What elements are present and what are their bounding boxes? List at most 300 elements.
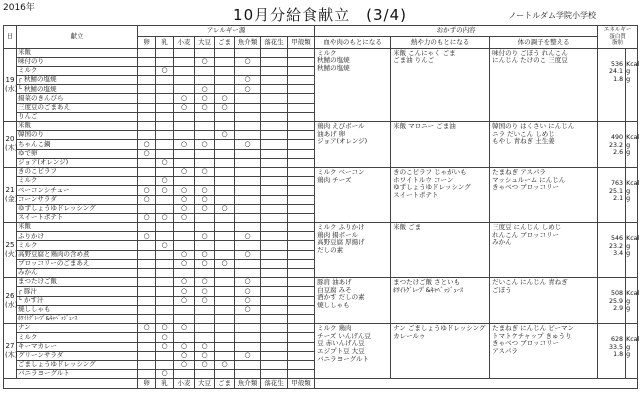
menu-item: 韓国のり [17, 131, 138, 140]
allergen-mark [195, 177, 215, 186]
menu-item: スイートポテト [17, 213, 138, 222]
allergen-mark [235, 259, 261, 268]
allergen-mark [288, 342, 315, 351]
allergen-mark [261, 149, 288, 158]
yellow-foods: きのこピラフ じゃがいも ホワイトルウ コーン ゆずしょうゆドレッシング スイートポテト [391, 167, 490, 222]
allergen-mark [174, 314, 195, 323]
table-footer [4, 379, 638, 389]
allergen-mark [215, 57, 235, 66]
allergen-mark [235, 360, 261, 369]
col-allergen: 落花生 [261, 37, 288, 48]
col-allergen: 乳 [156, 37, 174, 48]
allergen-mark [261, 259, 288, 268]
menu-item: ベーコンシチュー [17, 186, 138, 195]
allergen-mark: ○ [156, 324, 174, 333]
menu-item: ごましょうゆドレッシング [17, 360, 138, 369]
allergen-mark [138, 66, 156, 75]
menu-item: 揚菜のきんぴら [17, 94, 138, 103]
allergen-mark: ○ [195, 259, 215, 268]
allergen-mark: ○ [174, 351, 195, 360]
allergen-mark [215, 232, 235, 241]
allergen-mark [288, 158, 315, 167]
allergen-mark: ○ [174, 250, 195, 259]
col-allergen: 甲殻類 [288, 37, 315, 48]
day-label: 21 (金) [4, 167, 17, 222]
allergen-mark: ○ [235, 278, 261, 287]
menu-item: └ かす汁 [17, 296, 138, 305]
allergen-mark [195, 66, 215, 75]
allergen-mark: ○ [156, 177, 174, 186]
green-foods: たまねぎ にんじん ピーマン トマトケチャップ きゅうり きゃべつ ブロッコリー アスパラ [490, 324, 598, 379]
allergen-mark: ○ [215, 131, 235, 140]
allergen-mark [288, 204, 315, 213]
col-yellow: 熱や力のもとになる [391, 37, 490, 48]
allergen-mark [288, 195, 315, 204]
page-title: 10月分給食献立 (3/4) [233, 6, 407, 24]
day-label: 27 (木) [4, 324, 17, 379]
allergen-mark [138, 314, 156, 323]
allergen-mark [288, 333, 315, 342]
allergen-mark [288, 167, 315, 176]
allergen-mark [215, 296, 235, 305]
table-row [4, 167, 638, 176]
allergen-mark [235, 314, 261, 323]
allergen-mark [195, 314, 215, 323]
menu-item: 焼ししゃも [17, 305, 138, 314]
menu-item: キーマカレー [17, 342, 138, 351]
allergen-mark [174, 269, 195, 278]
menu-item: └ 秋鯖の塩焼 [17, 85, 138, 94]
red-foods: ミルク ベーコン 鶏肉 チーズ [315, 167, 391, 222]
allergen-mark [261, 223, 288, 232]
allergen-mark [138, 351, 156, 360]
allergen-mark: ○ [156, 241, 174, 250]
green-foods: たまねぎ アスパラ マッシュルーム にんじん きゃべつ ブロッコリー [490, 167, 598, 222]
allergen-mark [138, 333, 156, 342]
allergen-mark: ○ [215, 204, 235, 213]
allergen-mark [156, 122, 174, 131]
allergen-mark: ○ [195, 232, 215, 241]
allergen-mark [235, 241, 261, 250]
allergen-mark [215, 85, 235, 94]
allergen-mark [288, 94, 315, 103]
footer-spacer [315, 379, 638, 389]
allergen-mark: ○ [235, 250, 261, 259]
allergen-mark [261, 232, 288, 241]
allergen-mark [215, 48, 235, 57]
allergen-mark: ○ [174, 324, 195, 333]
allergen-mark [215, 149, 235, 158]
allergen-mark: ○ [195, 186, 215, 195]
footer-spacer [4, 379, 138, 389]
menu-item: ナン [17, 324, 138, 333]
green-foods: だいこん にんじん 青ねぎ ごぼう [490, 278, 598, 324]
allergen-mark [235, 149, 261, 158]
allergen-mark: ○ [195, 278, 215, 287]
allergen-mark [288, 186, 315, 195]
allergen-mark: ○ [235, 76, 261, 85]
allergen-mark [261, 213, 288, 222]
allergen-mark [174, 149, 195, 158]
allergen-mark: ○ [174, 167, 195, 176]
allergen-mark [261, 324, 288, 333]
menu-item: ミルク [17, 333, 138, 342]
allergen-mark [138, 241, 156, 250]
allergen-mark [156, 140, 174, 149]
allergen-mark [261, 195, 288, 204]
table-row [4, 48, 638, 57]
allergen-mark [261, 167, 288, 176]
allergen-mark [156, 57, 174, 66]
yellow-foods: 米飯 マロニー ごま油 [391, 122, 490, 168]
menu-item: ゆで卵 [17, 149, 138, 158]
allergen-mark [288, 131, 315, 140]
allergen-mark [261, 103, 288, 112]
allergen-mark [195, 333, 215, 342]
allergen-mark [235, 48, 261, 57]
allergen-mark [288, 370, 315, 379]
col-allergen: 落花生 [261, 379, 288, 389]
energy-values: 536 24.1 1.8 [598, 48, 626, 122]
allergen-mark: ○ [174, 140, 195, 149]
col-ingredients-group: おかずの内容 [315, 26, 598, 37]
col-allergen: 卵 [138, 379, 156, 389]
col-allergen: ごま [215, 37, 235, 48]
allergen-mark: ○ [174, 342, 195, 351]
allergen-mark [156, 296, 174, 305]
allergen-mark [235, 204, 261, 213]
menu-item: ┌ 豚汁 [17, 287, 138, 296]
allergen-mark [288, 241, 315, 250]
allergen-mark [261, 48, 288, 57]
allergen-mark [288, 122, 315, 131]
col-allergen: 乳 [156, 379, 174, 389]
year-label: 2016年 [3, 3, 35, 13]
allergen-mark [288, 360, 315, 369]
allergen-mark [215, 241, 235, 250]
allergen-mark [138, 278, 156, 287]
col-red: 血や肉のもとになる [315, 37, 391, 48]
allergen-mark [261, 351, 288, 360]
allergen-mark [195, 305, 215, 314]
menu-item: ブロッコリーのごまあえ [17, 259, 138, 268]
table-body [4, 48, 638, 379]
allergen-mark [235, 213, 261, 222]
allergen-mark [174, 305, 195, 314]
allergen-mark [174, 241, 195, 250]
table-row [4, 122, 638, 131]
menu-item: 米飯 [17, 223, 138, 232]
col-allergy-group: アレルギー源 [138, 26, 315, 37]
allergen-mark [215, 122, 235, 131]
allergen-mark [288, 149, 315, 158]
allergen-mark [156, 149, 174, 158]
allergen-mark [235, 122, 261, 131]
allergen-mark [261, 370, 288, 379]
allergen-mark [261, 204, 288, 213]
allergen-mark: ○ [156, 342, 174, 351]
allergen-mark [261, 122, 288, 131]
allergen-mark: ○ [174, 360, 195, 369]
allergen-mark [195, 269, 215, 278]
red-foods: 鶏肉 えびボール 油あげ 卵 ジョア(オレンジ) [315, 122, 391, 168]
allergen-mark [156, 360, 174, 369]
allergen-mark [288, 140, 315, 149]
menu-item: ゆずしょうゆドレッシング [17, 204, 138, 213]
allergen-mark: ○ [235, 351, 261, 360]
allergen-mark [138, 259, 156, 268]
allergen-mark [288, 213, 315, 222]
allergen-mark [288, 324, 315, 333]
allergen-mark [195, 122, 215, 131]
allergen-mark [261, 76, 288, 85]
allergen-mark [156, 351, 174, 360]
allergen-mark [215, 314, 235, 323]
allergen-mark [138, 269, 156, 278]
allergen-mark [215, 223, 235, 232]
allergen-mark: ○ [195, 94, 215, 103]
allergen-mark [288, 305, 315, 314]
menu-item: 米飯 [17, 48, 138, 57]
allergen-mark [215, 370, 235, 379]
allergen-mark [235, 103, 261, 112]
allergen-mark: ○ [138, 149, 156, 158]
menu-item: グリーンサラダ [17, 351, 138, 360]
allergen-mark [195, 76, 215, 85]
menu-item: ミルク [17, 241, 138, 250]
energy-units: Kcal g g [626, 167, 638, 222]
allergen-mark [261, 140, 288, 149]
allergen-mark [261, 269, 288, 278]
allergen-mark [215, 76, 235, 85]
allergen-mark [288, 250, 315, 259]
allergen-mark [215, 305, 235, 314]
allergen-mark [261, 314, 288, 323]
allergen-mark [215, 186, 235, 195]
red-foods: ミルク 鶏肉 チーズ いんげん豆 豆 赤いんげん豆 エジプト豆 大豆 バニラヨーグルト [315, 324, 391, 379]
allergen-mark [215, 158, 235, 167]
col-menu: 献立 [17, 26, 138, 49]
allergen-mark [235, 195, 261, 204]
allergen-mark [138, 94, 156, 103]
allergen-mark [288, 296, 315, 305]
green-foods: 三度豆 にんじん しめじ れんこん ブロッコリー みかん [490, 223, 598, 278]
menu-item: 三度豆のごまあえ [17, 103, 138, 112]
menu-item: まつたけご飯 [17, 278, 138, 287]
allergen-mark [174, 223, 195, 232]
menu-item: ジョア(オレンジ) [17, 158, 138, 167]
school-name: ノートルダム学院小学校 [508, 11, 596, 20]
allergen-mark [156, 103, 174, 112]
allergen-mark: ○ [195, 360, 215, 369]
allergen-mark [261, 177, 288, 186]
allergen-mark [138, 296, 156, 305]
col-allergen: 魚介類 [235, 37, 261, 48]
allergen-mark: ○ [235, 287, 261, 296]
col-green: 体の調子を整える [490, 37, 598, 48]
allergen-mark [215, 333, 235, 342]
day-label: 26 (水) [4, 278, 17, 324]
allergen-mark [235, 158, 261, 167]
allergen-mark: ○ [235, 296, 261, 305]
col-allergen: 大豆 [195, 37, 215, 48]
allergen-mark [288, 76, 315, 85]
allergen-mark [174, 370, 195, 379]
allergen-mark [156, 131, 174, 140]
allergen-mark [156, 250, 174, 259]
allergen-mark [195, 241, 215, 250]
allergen-mark: ○ [195, 103, 215, 112]
allergen-mark: ○ [195, 140, 215, 149]
allergen-mark [156, 48, 174, 57]
allergen-mark [288, 177, 315, 186]
red-foods: ミルク ふりかけ 鶏肉 揚ボール 高野豆腐 厚揚げ だしの素 [315, 223, 391, 278]
allergen-mark [215, 351, 235, 360]
allergen-mark [261, 342, 288, 351]
menu-item: ミルク [17, 177, 138, 186]
allergen-mark [215, 250, 235, 259]
allergen-mark: ○ [235, 232, 261, 241]
red-foods: 豚肩 油あげ 白豆腐 みそ 酒かす だしの素 焼ししゃも [315, 278, 391, 324]
allergen-mark [156, 167, 174, 176]
allergen-mark [138, 360, 156, 369]
allergen-mark [288, 48, 315, 57]
allergen-mark: ○ [174, 204, 195, 213]
col-allergen: 小麦 [174, 379, 195, 389]
allergen-mark: ○ [215, 94, 235, 103]
allergen-mark [261, 85, 288, 94]
menu-item: ┌ 秋鯖の塩焼 [17, 76, 138, 85]
allergen-mark [195, 213, 215, 222]
allergen-mark [138, 223, 156, 232]
allergen-mark [288, 232, 315, 241]
allergen-mark: ○ [156, 370, 174, 379]
allergen-mark [174, 76, 195, 85]
allergen-mark: ○ [174, 287, 195, 296]
allergen-mark [261, 360, 288, 369]
allergen-mark [215, 140, 235, 149]
allergen-mark [261, 305, 288, 314]
allergen-mark: ○ [174, 94, 195, 103]
allergen-mark [215, 342, 235, 351]
yellow-foods: まつたけご飯 さといも ﾎﾜｲﾄｸﾞﾚｰﾌﾟ&ｷｬﾍﾞｯｼﾞｭｰｽ [391, 278, 490, 324]
allergen-mark [174, 131, 195, 140]
allergen-mark [288, 66, 315, 75]
allergen-mark [138, 85, 156, 94]
allergen-mark [261, 66, 288, 75]
col-allergen: 魚介類 [235, 379, 261, 389]
allergen-mark: ○ [138, 213, 156, 222]
allergen-mark: ○ [174, 103, 195, 112]
allergen-mark [195, 158, 215, 167]
allergen-mark [138, 342, 156, 351]
allergen-mark [261, 296, 288, 305]
allergen-mark [288, 287, 315, 296]
allergen-mark: ○ [138, 324, 156, 333]
allergen-mark [235, 370, 261, 379]
allergen-mark [261, 131, 288, 140]
allergen-mark [156, 112, 174, 121]
col-day: 日 [4, 26, 17, 49]
allergen-mark: ○ [174, 213, 195, 222]
allergen-mark: ○ [174, 296, 195, 305]
energy-values: 508 25.9 2.9 [598, 278, 626, 324]
allergen-mark [261, 278, 288, 287]
allergen-mark: ○ [215, 259, 235, 268]
allergen-mark [195, 149, 215, 158]
col-allergen: 大豆 [195, 379, 215, 389]
allergen-mark [174, 85, 195, 94]
energy-units: Kcal g g [626, 324, 638, 379]
allergen-mark [215, 213, 235, 222]
allergen-mark [288, 103, 315, 112]
allergen-mark [235, 342, 261, 351]
allergen-mark [261, 333, 288, 342]
allergen-mark [288, 278, 315, 287]
allergen-mark [156, 94, 174, 103]
allergen-mark: ○ [138, 232, 156, 241]
menu-item: みかん [17, 269, 138, 278]
allergen-mark [156, 232, 174, 241]
allergen-mark [288, 259, 315, 268]
allergen-mark [195, 131, 215, 140]
menu-item: りんご [17, 112, 138, 121]
allergen-mark [261, 250, 288, 259]
allergen-mark [174, 122, 195, 131]
allergen-mark: ○ [174, 259, 195, 268]
allergen-mark [156, 195, 174, 204]
allergen-mark [138, 122, 156, 131]
allergen-mark [215, 287, 235, 296]
allergen-mark [138, 158, 156, 167]
allergen-mark [174, 333, 195, 342]
allergen-mark: ○ [235, 85, 261, 94]
allergen-mark [138, 370, 156, 379]
allergen-mark: ○ [195, 342, 215, 351]
allergen-mark [261, 241, 288, 250]
allergen-mark: ○ [235, 305, 261, 314]
day-label: 25 (火) [4, 223, 17, 278]
allergen-mark: ○ [195, 204, 215, 213]
allergen-mark: ○ [156, 66, 174, 75]
menu-item: 高野豆腐と鶏肉の含め煮 [17, 250, 138, 259]
allergen-mark [156, 204, 174, 213]
allergen-mark [235, 167, 261, 176]
col-allergen: 小麦 [174, 37, 195, 48]
allergen-mark [174, 177, 195, 186]
allergen-mark [138, 76, 156, 85]
allergen-mark [195, 223, 215, 232]
allergen-mark: ○ [156, 158, 174, 167]
allergen-mark [138, 204, 156, 213]
allergen-mark [235, 269, 261, 278]
allergen-mark [138, 287, 156, 296]
allergen-mark: ○ [174, 195, 195, 204]
allergen-mark [215, 195, 235, 204]
allergen-mark [138, 112, 156, 121]
allergen-mark: ○ [195, 351, 215, 360]
allergen-mark [215, 66, 235, 75]
allergen-mark [215, 269, 235, 278]
allergen-mark [156, 76, 174, 85]
allergen-mark [138, 131, 156, 140]
allergen-mark [235, 131, 261, 140]
table-row [4, 324, 638, 333]
allergen-mark [288, 85, 315, 94]
allergen-mark [261, 57, 288, 66]
allergen-mark [288, 269, 315, 278]
allergen-mark: ○ [156, 333, 174, 342]
